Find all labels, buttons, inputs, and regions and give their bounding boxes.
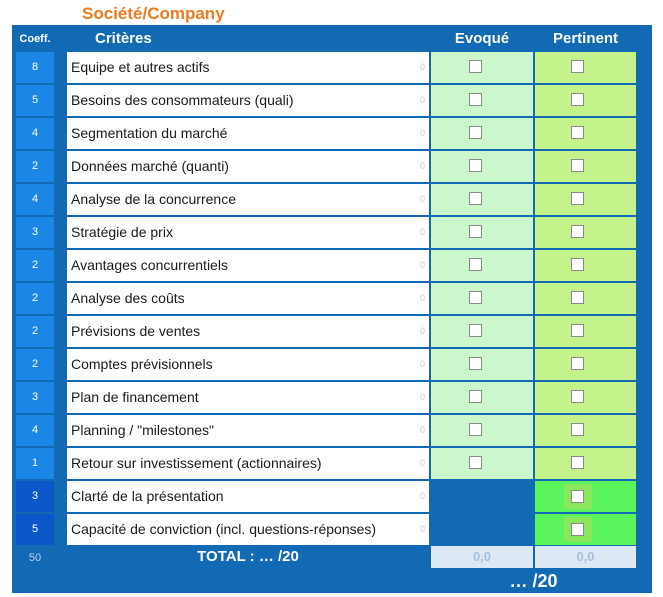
relevant-checkbox[interactable] — [571, 258, 584, 271]
evoked-checkbox[interactable] — [469, 126, 482, 139]
relevant-checkbox[interactable] — [571, 490, 584, 503]
evoked-cell — [431, 349, 533, 380]
row-score: 0 — [419, 161, 425, 171]
criteria-cell — [67, 52, 429, 83]
row-score: 0 — [419, 62, 425, 72]
criteria-cell — [67, 151, 429, 182]
coeff-cell: 5 — [16, 85, 54, 116]
relevant-cell — [535, 349, 636, 380]
criteria-cell — [67, 184, 429, 215]
relevant-checkbox[interactable] — [571, 192, 584, 205]
criteria-row — [0, 513, 663, 546]
checkbox-highlight — [564, 484, 592, 509]
criteria-cell — [67, 85, 429, 116]
criteria-label: Plan de financement — [71, 389, 199, 405]
criteria-cell — [67, 481, 429, 512]
coeff-cell: 2 — [16, 316, 54, 347]
criteria-row — [0, 249, 663, 282]
relevant-cell — [535, 448, 636, 479]
relevant-checkbox[interactable] — [571, 456, 584, 469]
coeff-cell: 2 — [16, 283, 54, 314]
evoked-cell-empty — [431, 514, 533, 545]
evoked-checkbox[interactable] — [469, 456, 482, 469]
evoked-checkbox[interactable] — [469, 258, 482, 271]
relevant-checkbox[interactable] — [571, 523, 584, 536]
row-score: 0 — [419, 392, 425, 402]
criteria-cell — [67, 217, 429, 248]
coeff-cell: 2 — [16, 349, 54, 380]
criteria-row — [0, 282, 663, 315]
criteria-label: Segmentation du marché — [71, 125, 228, 141]
row-score: 0 — [419, 293, 425, 303]
coeff-cell: 3 — [16, 382, 54, 413]
criteria-row — [0, 315, 663, 348]
relevant-checkbox[interactable] — [571, 60, 584, 73]
relevant-cell — [535, 283, 636, 314]
relevant-checkbox[interactable] — [571, 357, 584, 370]
criteria-label: Capacité de conviction (incl. questions-réponses) — [71, 521, 377, 537]
criteria-cell — [67, 283, 429, 314]
criteria-label: Comptes prévisionnels — [71, 356, 213, 372]
row-score: 0 — [419, 425, 425, 435]
criteria-row — [0, 183, 663, 216]
criteria-row — [0, 216, 663, 249]
coeff-cell: 4 — [16, 184, 54, 215]
relevant-cell — [535, 415, 636, 446]
evoked-cell — [431, 151, 533, 182]
row-score: 0 — [419, 524, 425, 534]
coeff-cell: 4 — [16, 118, 54, 149]
relevant-cell — [535, 481, 636, 512]
relevant-cell — [535, 184, 636, 215]
criteria-row — [0, 381, 663, 414]
criteria-label: Retour sur investissement (actionnaires) — [71, 455, 322, 471]
criteria-cell — [67, 415, 429, 446]
criteria-label: Données marché (quanti) — [71, 158, 229, 174]
evoked-checkbox[interactable] — [469, 60, 482, 73]
criteria-label: Avantages concurrentiels — [71, 257, 228, 273]
evoked-cell — [431, 85, 533, 116]
row-score: 0 — [419, 194, 425, 204]
relevant-checkbox[interactable] — [571, 390, 584, 403]
relevant-checkbox[interactable] — [571, 291, 584, 304]
criteria-row — [0, 348, 663, 381]
evoked-cell-empty — [431, 481, 533, 512]
evoked-cell — [431, 250, 533, 281]
evoked-checkbox[interactable] — [469, 225, 482, 238]
checkbox-highlight — [564, 517, 592, 542]
evoked-checkbox[interactable] — [469, 324, 482, 337]
relevant-checkbox[interactable] — [571, 225, 584, 238]
row-score: 0 — [419, 326, 425, 336]
row-score: 0 — [419, 260, 425, 270]
criteria-label: Planning / "milestones" — [71, 422, 215, 438]
criteria-row — [0, 117, 663, 150]
relevant-cell — [535, 316, 636, 347]
evoked-checkbox[interactable] — [469, 93, 482, 106]
criteria-cell — [67, 250, 429, 281]
criteria-label: Clarté de la présentation — [71, 488, 224, 504]
coeff-cell: 4 — [16, 415, 54, 446]
final-score: … /20 — [509, 571, 558, 591]
evoked-checkbox[interactable] — [469, 423, 482, 436]
relevant-cell — [535, 151, 636, 182]
evoked-cell — [431, 316, 533, 347]
row-score: 0 — [419, 458, 425, 468]
row-score: 0 — [419, 227, 425, 237]
criteria-cell — [67, 316, 429, 347]
criteria-cell — [67, 514, 429, 545]
relevant-checkbox[interactable] — [571, 93, 584, 106]
company-label: Société/Company — [82, 4, 225, 23]
criteria-label: Besoins des consommateurs (quali) — [71, 92, 294, 108]
relevant-cell — [535, 514, 636, 545]
coeff-cell: 2 — [16, 250, 54, 281]
criteria-cell — [67, 448, 429, 479]
total-label: TOTAL : … /20 — [197, 548, 299, 565]
header-coeff: Coeff. — [19, 33, 51, 45]
relevant-cell — [535, 217, 636, 248]
header-criteria: Critères — [95, 30, 152, 47]
relevant-checkbox[interactable] — [571, 126, 584, 139]
evoked-checkbox[interactable] — [469, 192, 482, 205]
relevant-checkbox[interactable] — [571, 324, 584, 337]
evoked-cell — [431, 415, 533, 446]
criteria-cell — [67, 118, 429, 149]
evoked-checkbox[interactable] — [469, 357, 482, 370]
total-evoked: 0,0 — [431, 546, 533, 568]
criteria-row — [0, 480, 663, 513]
coeff-cell: 5 — [16, 514, 54, 545]
evoked-cell — [431, 184, 533, 215]
header-evoked: Evoqué — [454, 30, 510, 47]
row-score: 0 — [419, 359, 425, 369]
evoked-cell — [431, 283, 533, 314]
evoked-checkbox[interactable] — [469, 291, 482, 304]
evoked-checkbox[interactable] — [469, 159, 482, 172]
criteria-label: Equipe et autres actifs — [71, 59, 210, 75]
evoked-checkbox[interactable] — [469, 390, 482, 403]
relevant-cell — [535, 85, 636, 116]
criteria-cell — [67, 382, 429, 413]
evoked-cell — [431, 118, 533, 149]
evoked-cell — [431, 217, 533, 248]
criteria-row — [0, 447, 663, 480]
criteria-label: Analyse de la concurrence — [71, 191, 236, 207]
coeff-cell: 3 — [16, 217, 54, 248]
total-coeff: 50 — [28, 552, 42, 564]
coeff-cell: 8 — [16, 52, 54, 83]
row-score: 0 — [419, 491, 425, 501]
evoked-cell — [431, 52, 533, 83]
relevant-cell — [535, 118, 636, 149]
relevant-cell — [535, 52, 636, 83]
criteria-row — [0, 51, 663, 84]
header-relevant: Pertinent — [552, 30, 618, 47]
coeff-cell: 2 — [16, 151, 54, 182]
total-relevant: 0,0 — [535, 546, 636, 568]
coeff-cell: 1 — [16, 448, 54, 479]
criteria-label: Stratégie de prix — [71, 224, 173, 240]
evoked-cell — [431, 448, 533, 479]
row-score: 0 — [419, 95, 425, 105]
criteria-row — [0, 414, 663, 447]
relevant-cell — [535, 250, 636, 281]
relevant-cell — [535, 382, 636, 413]
relevant-checkbox[interactable] — [571, 159, 584, 172]
criteria-label: Prévisions de ventes — [71, 323, 201, 339]
coeff-cell: 3 — [16, 481, 54, 512]
criteria-row — [0, 84, 663, 117]
criteria-row — [0, 150, 663, 183]
row-score: 0 — [419, 128, 425, 138]
criteria-cell — [67, 349, 429, 380]
evoked-cell — [431, 382, 533, 413]
relevant-checkbox[interactable] — [571, 423, 584, 436]
criteria-label: Analyse des coûts — [71, 290, 185, 306]
